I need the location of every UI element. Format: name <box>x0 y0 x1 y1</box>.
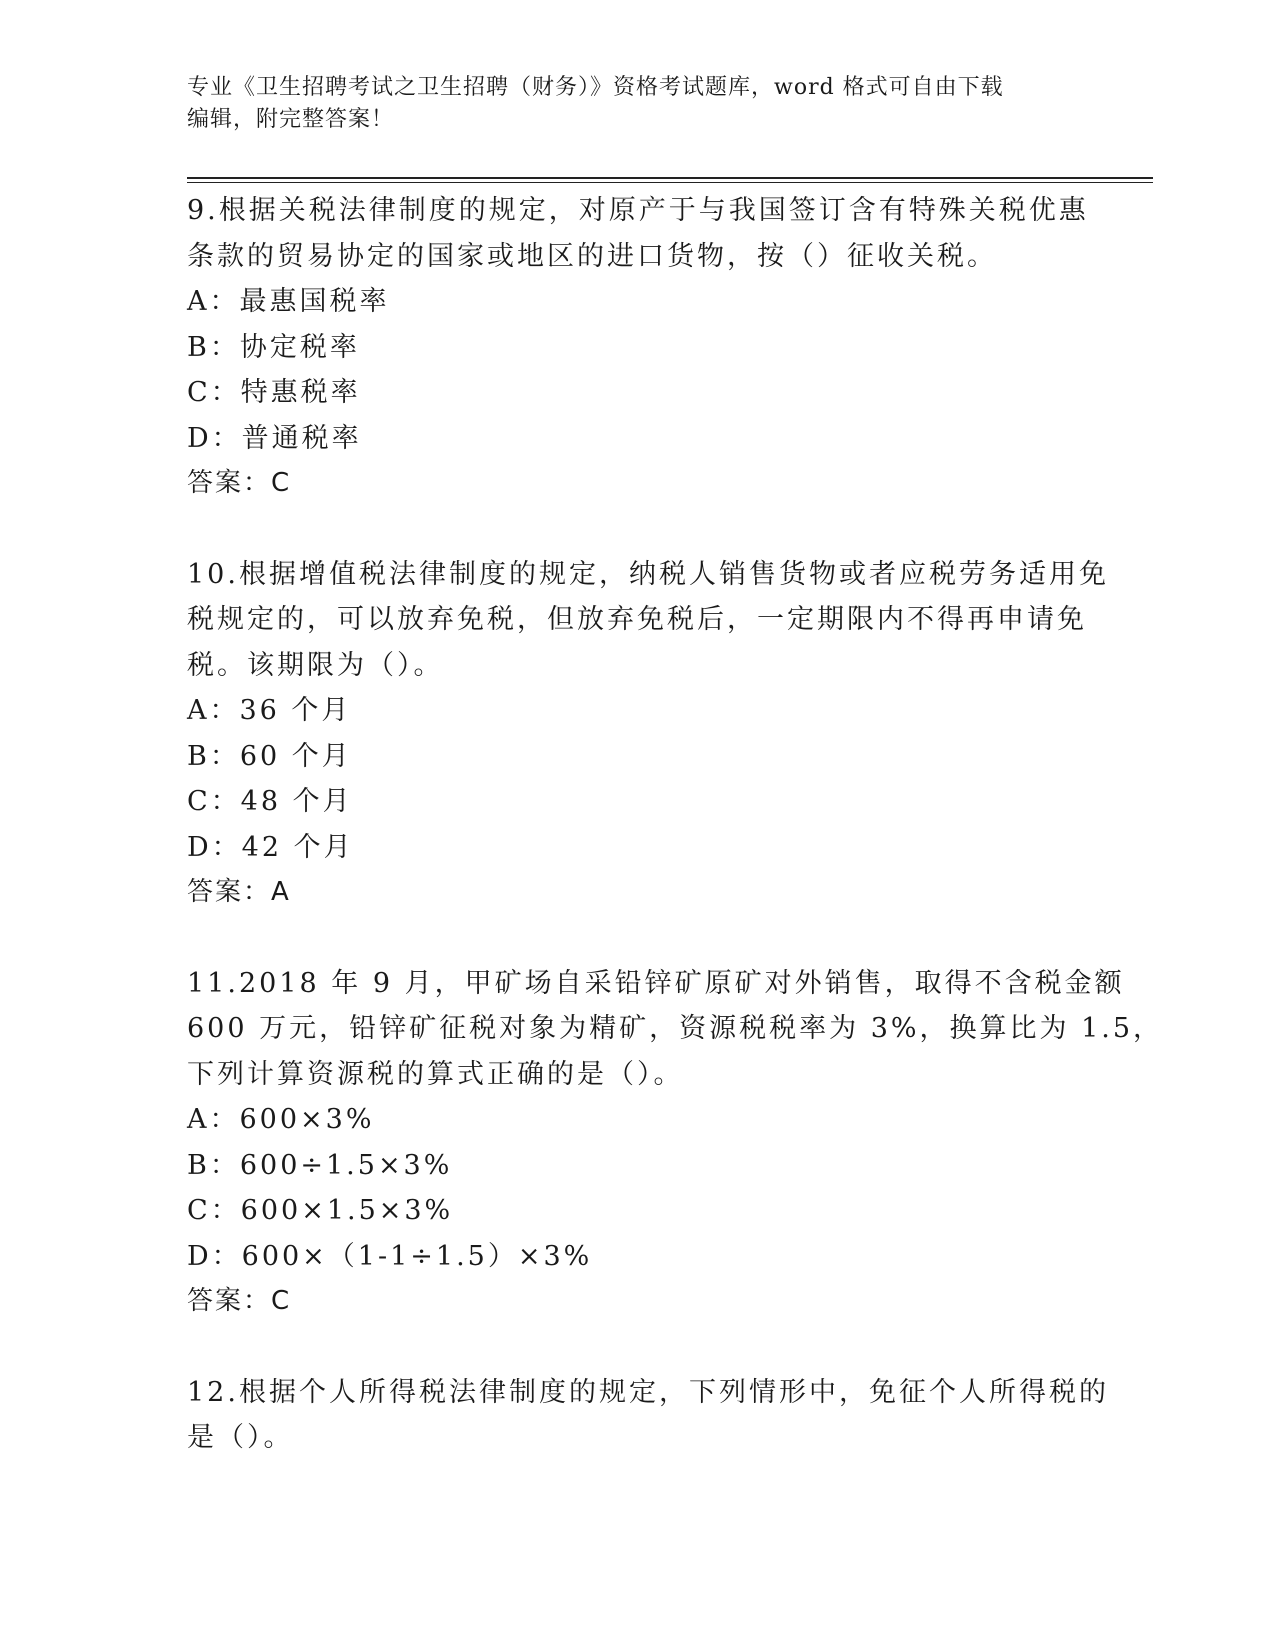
question-stem-line: 12.根据个人所得税法律制度的规定，下列情形中，免征个人所得税的 <box>187 1376 1109 1408</box>
question-spacer <box>187 916 1087 961</box>
question-9 <box>187 188 1087 507</box>
option-d: D：600×（1-1÷1.5）×3% <box>187 1240 593 1272</box>
option-c: C：48 个月 <box>187 786 353 817</box>
answer-line: 答案：C <box>187 1286 292 1316</box>
option-a: A：36 个月 <box>187 695 352 726</box>
question-list <box>187 188 1164 1461</box>
header-rule-thin <box>187 182 1153 183</box>
header-line: 专业《卫生招聘考试之卫生招聘（财务）》资格考试题库，word 格式可自由下载 <box>187 75 1004 100</box>
option-b: B：600÷1.5×3% <box>187 1149 453 1181</box>
option-d: D：普通税率 <box>187 422 362 454</box>
option-a: A：最惠国税率 <box>187 286 390 317</box>
question-stem-line: 9.根据关税法律制度的规定，对原产于与我国签订含有特殊关税优惠 <box>187 195 1089 226</box>
question-stem-line: 600 万元，铅锌矿征税对象为精矿，资源税税率为 3%，换算比为 1.5， <box>187 1013 1164 1044</box>
answer-line: 答案：A <box>187 877 291 907</box>
header-line: 编辑，附完整答案！ <box>187 107 395 132</box>
question-11 <box>187 961 1164 1325</box>
option-c: C：特惠税率 <box>187 377 361 408</box>
question-spacer <box>187 507 1087 552</box>
option-b: B：协定税率 <box>187 331 360 363</box>
question-stem-line: 是（）。 <box>187 1422 294 1453</box>
question-stem-line: 11.2018 年 9 月，甲矿场自采铅锌矿原矿对外销售，取得不含税金额 <box>187 967 1125 999</box>
question-stem-line: 税。该期限为（）。 <box>187 649 444 681</box>
option-b: B：60 个月 <box>187 740 352 772</box>
question-stem-line: 条款的贸易协定的国家或地区的进口货物，按（）征收关税。 <box>187 240 997 272</box>
question-12 <box>187 1370 1109 1461</box>
answer-line: 答案：C <box>187 468 292 498</box>
option-a: A：600×3% <box>187 1104 375 1135</box>
option-d: D：42 个月 <box>187 831 354 863</box>
option-c: C：600×1.5×3% <box>187 1195 454 1226</box>
question-10 <box>187 552 1109 916</box>
document-header <box>187 72 1067 136</box>
question-stem-line: 下列计算资源税的算式正确的是（）。 <box>187 1058 684 1090</box>
question-spacer <box>187 1325 1087 1370</box>
question-stem-line: 10.根据增值税法律制度的规定，纳税人销售货物或者应税劳务适用免 <box>187 558 1109 590</box>
question-stem-line: 税规定的，可以放弃免税，但放弃免税后，一定期限内不得再申请免 <box>187 604 1087 635</box>
header-rule-thick <box>187 177 1153 179</box>
